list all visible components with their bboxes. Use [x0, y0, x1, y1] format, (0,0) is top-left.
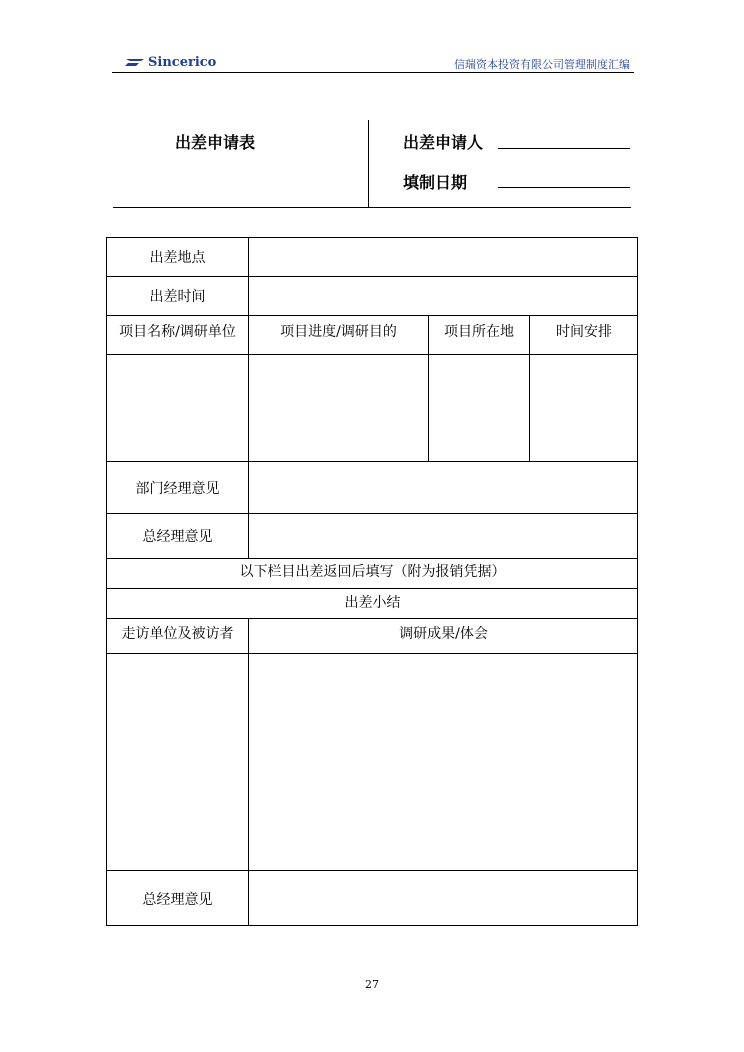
location-field[interactable]	[428, 354, 529, 461]
schedule-field[interactable]	[529, 354, 638, 461]
visited-units-field[interactable]	[107, 653, 248, 870]
logo	[124, 54, 216, 70]
trip-summary-heading: 出差小结	[107, 588, 638, 618]
title-divider	[368, 120, 369, 208]
column-header-location: 项目所在地	[428, 315, 529, 354]
column-header-project-name: 项目名称/调研单位	[107, 315, 248, 354]
applicant-field[interactable]	[498, 148, 630, 149]
destination-field[interactable]	[248, 238, 638, 276]
page-header	[112, 52, 634, 73]
logo-text: Sincerico	[148, 54, 217, 70]
fill-after-return-note: 以下栏目出差返回后填写（附为报销凭据）	[107, 558, 638, 588]
travel-form-table	[106, 237, 638, 926]
project-name-field[interactable]	[107, 354, 248, 461]
sincerico-logo-icon	[124, 56, 146, 68]
dept-manager-label: 部门经理意见	[107, 461, 248, 513]
date-field[interactable]	[498, 187, 630, 188]
general-manager-field[interactable]	[248, 513, 638, 558]
column-header-schedule: 时间安排	[529, 315, 638, 354]
progress-field[interactable]	[248, 354, 428, 461]
research-results-field[interactable]	[248, 653, 638, 870]
applicant-label: 出差申请人	[403, 133, 484, 152]
date-label: 填制日期	[403, 173, 468, 192]
column-header-progress: 项目进度/调研目的	[248, 315, 428, 354]
time-label: 出差时间	[107, 276, 248, 315]
page-number: 27	[365, 978, 379, 991]
time-field[interactable]	[248, 276, 638, 315]
form-title-block	[113, 120, 631, 208]
dept-manager-field[interactable]	[248, 461, 638, 513]
manual-title: 信瑞资本投资有限公司管理制度汇编	[454, 58, 630, 71]
general-manager-label: 总经理意见	[107, 513, 248, 558]
general-manager-field-2[interactable]	[248, 870, 638, 926]
research-results-header: 调研成果/体会	[248, 618, 638, 653]
destination-label: 出差地点	[149, 250, 206, 266]
general-manager-label-2: 总经理意见	[107, 870, 248, 926]
form-title: 出差申请表	[175, 133, 256, 152]
visited-units-header: 走访单位及被访者	[107, 618, 248, 653]
